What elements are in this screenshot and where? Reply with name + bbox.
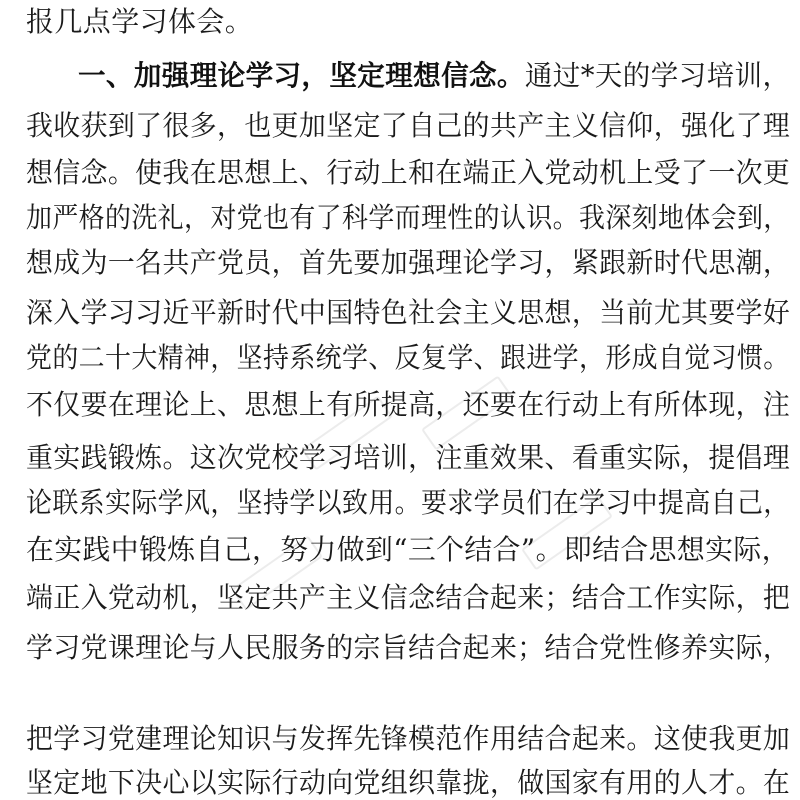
line-text: 报几点学习体会。 <box>26 5 254 38</box>
line-text: 深入学习习近平新时代中国特色社会主义思想，当前尤其要学好 <box>26 296 791 329</box>
line-text: 不仅要在理论上、思想上有所提高，还要在行动上有所体现，注 <box>26 388 791 421</box>
line-text: 通过*天的学习培训， <box>524 59 791 92</box>
text-line <box>26 578 790 618</box>
line-text: 端正入党动机，坚定共产主义信念结合起来；结合工作实际，把 <box>26 581 791 614</box>
line-text: 重实践锻炼。这次党校学习培训，注重效果、看重实际，提倡理 <box>26 441 791 474</box>
line-text: 坚定地下决心以实际行动向党组织靠拢，做国家有用的人才。在 <box>26 766 791 799</box>
text-line <box>26 338 790 378</box>
text-line <box>26 243 790 283</box>
text-line <box>26 719 790 759</box>
text-line <box>26 483 790 523</box>
line-text: 想信念。使我在思想上、行动上和在端正入党动机上受了一次更 <box>26 156 791 189</box>
text-line <box>26 153 790 193</box>
text-line <box>26 763 790 800</box>
line-text: 把学习党建理论知识与发挥先锋模范作用结合起来。这使我更加 <box>26 722 791 755</box>
line-text: 在实践中锻炼自己，努力做到“三个结合”。即结合思想实际， <box>26 533 790 566</box>
text-line <box>26 293 790 333</box>
text-line <box>26 438 790 478</box>
section-heading: 一、加强理论学习，坚定理想信念。 <box>78 59 525 92</box>
text-line <box>26 385 790 425</box>
line-text: 加严格的洗礼，对党也有了科学而理性的认识。我深刻地体会到， <box>26 201 790 234</box>
line-text: 我收获到了很多，也更加坚定了自己的共产主义信仰，强化了理 <box>26 109 791 142</box>
line-text: 论联系实际学风，坚持学以致用。要求学员们在学习中提高自己， <box>26 486 790 519</box>
text-line <box>26 628 790 668</box>
line-text: 党的二十大精神，坚持系统学、反复学、跟进学，形成自觉习惯。 <box>26 341 790 374</box>
text-line <box>26 106 790 146</box>
text-line <box>26 198 790 238</box>
line-text: 想成为一名共产党员，首先要加强理论学习，紧跟新时代思潮， <box>26 246 791 279</box>
text-line <box>26 2 253 42</box>
paragraph-first-line <box>78 56 790 96</box>
text-line <box>26 530 790 570</box>
line-text: 学习党课理论与人民服务的宗旨结合起来；结合党性修养实际， <box>26 631 791 664</box>
